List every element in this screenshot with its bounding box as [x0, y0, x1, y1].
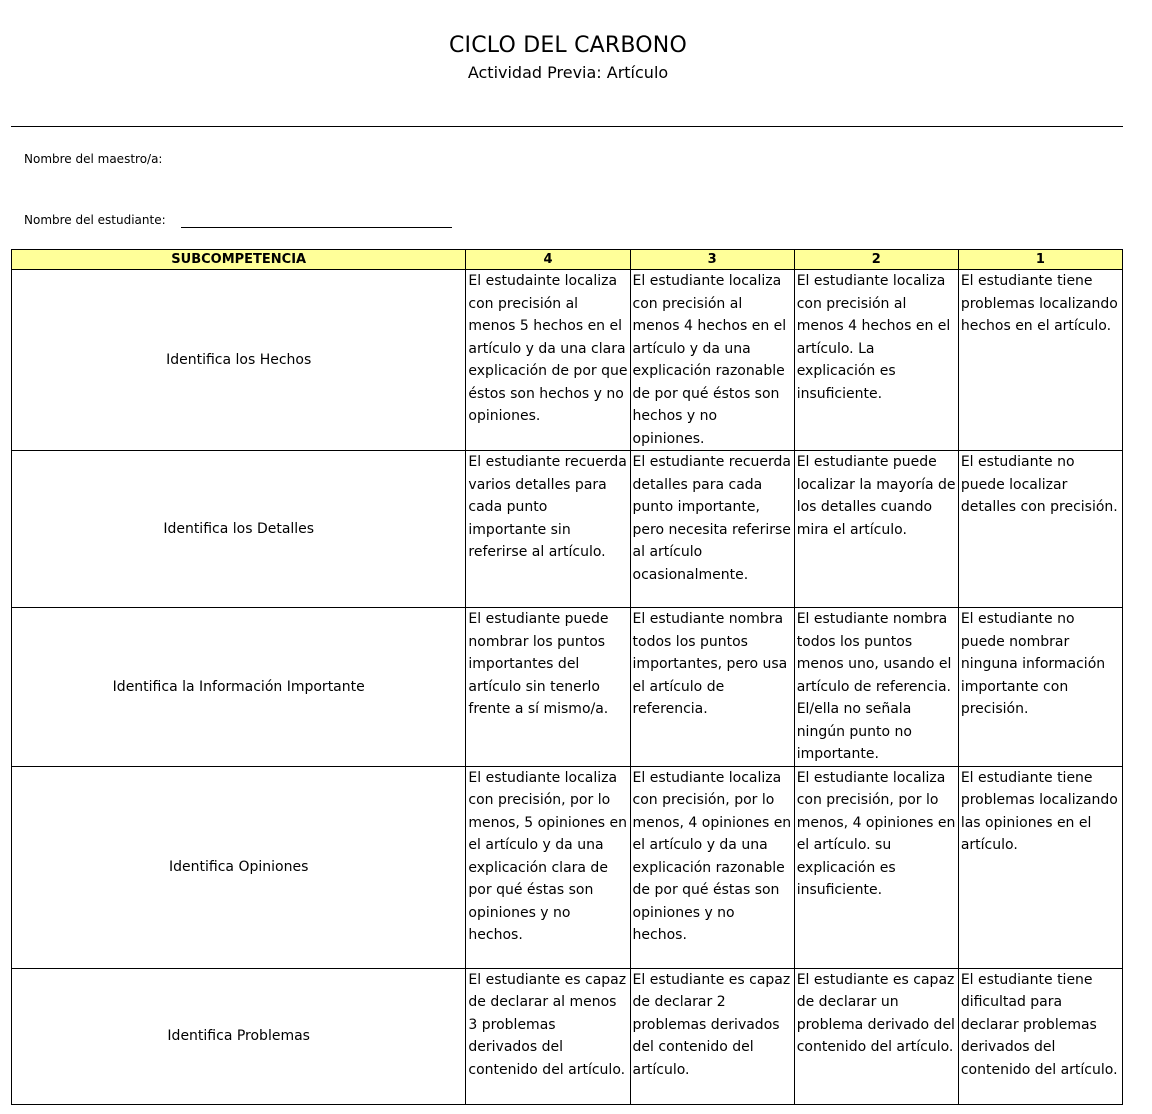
document-title: CICLO DEL CARBONO	[449, 33, 687, 58]
level-2-cell: El estudiante localiza con precisión, por lo menos, 4 opiniones en el artículo. su explicación es insuficiente.	[794, 766, 958, 968]
subcompetencia-cell: Identifica la Información Importante	[12, 608, 466, 767]
header-level-4: 4	[466, 250, 630, 270]
level-2-cell: El estudiante nombra todos los puntos menos uno, usando el artículo de referencia. El/ella no señala ningún punto no importante.	[794, 608, 958, 767]
level-2-cell: El estudiante localiza con precisión al menos 4 hechos en el artículo. La explicación es insuficiente.	[794, 270, 958, 451]
student-name-label: Nombre del estudiante:	[24, 213, 166, 227]
table-row	[12, 766, 1123, 968]
level-4-cell: El estudiante localiza con precisión, por lo menos, 5 opiniones en el artículo y da una explicación clara de por qué éstas son opiniones y no hechos.	[466, 766, 630, 968]
level-4-cell: El estudiante recuerda varios detalles para cada punto importante sin referirse al artículo.	[466, 451, 630, 608]
level-1-cell: El estudiante tiene problemas localizando las opiniones en el artículo.	[958, 766, 1122, 968]
level-3-cell: El estudiante localiza con precisión al menos 4 hechos en el artículo y da una explicación razonable de por qué éstos son hechos y no opiniones.	[630, 270, 794, 451]
level-1-cell: El estudiante no puede nombrar ninguna información importante con precisión.	[958, 608, 1122, 767]
level-2-cell: El estudiante puede localizar la mayoría de los detalles cuando mira el artículo.	[794, 451, 958, 608]
table-row	[12, 968, 1123, 1104]
level-2-cell: El estudiante es capaz de declarar un problema derivado del contenido del artículo.	[794, 968, 958, 1104]
subcompetencia-cell: Identifica los Hechos	[12, 270, 466, 451]
subcompetencia-cell: Identifica Problemas	[12, 968, 466, 1104]
level-4-cell: El estudiante es capaz de declarar al menos 3 problemas derivados del contenido del artículo.	[466, 968, 630, 1104]
rubric-header-row	[12, 250, 1123, 270]
rubric-table	[11, 249, 1123, 1105]
header-level-2: 2	[794, 250, 958, 270]
level-3-cell: El estudiante recuerda detalles para cada punto importante, pero necesita referirse al artículo ocasionalmente.	[630, 451, 794, 608]
teacher-name-label: Nombre del maestro/a:	[24, 152, 163, 166]
document-subtitle: Actividad Previa: Artículo	[467, 63, 669, 82]
level-3-cell: El estudiante es capaz de declarar 2 problemas derivados del contenido del artículo.	[630, 968, 794, 1104]
level-3-cell: El estudiante localiza con precisión, por lo menos, 4 opiniones en el artículo y da una explicación razonable de por qué éstas son opiniones y no hechos.	[630, 766, 794, 968]
table-row	[12, 270, 1123, 451]
header-divider	[11, 126, 1123, 127]
header-subcompetencia: SUBCOMPETENCIA	[12, 250, 466, 270]
level-3-cell: El estudiante nombra todos los puntos importantes, pero usa el artículo de referencia.	[630, 608, 794, 767]
student-name-blank	[181, 227, 452, 228]
table-row	[12, 451, 1123, 608]
table-row	[12, 608, 1123, 767]
level-1-cell: El estudiante tiene dificultad para declarar problemas derivados del contenido del artículo.	[958, 968, 1122, 1104]
subcompetencia-cell: Identifica Opiniones	[12, 766, 466, 968]
level-1-cell: El estudiante tiene problemas localizando hechos en el artículo.	[958, 270, 1122, 451]
header-level-3: 3	[630, 250, 794, 270]
level-4-cell: El estudainte localiza con precisión al menos 5 hechos en el artículo y da una clara explicación de por que éstos son hechos y no opiniones.	[466, 270, 630, 451]
header-level-1: 1	[958, 250, 1122, 270]
level-1-cell: El estudiante no puede localizar detalles con precisión.	[958, 451, 1122, 608]
level-4-cell: El estudiante puede nombrar los puntos importantes del artículo sin tenerlo frente a sí mismo/a.	[466, 608, 630, 767]
subcompetencia-cell: Identifica los Detalles	[12, 451, 466, 608]
